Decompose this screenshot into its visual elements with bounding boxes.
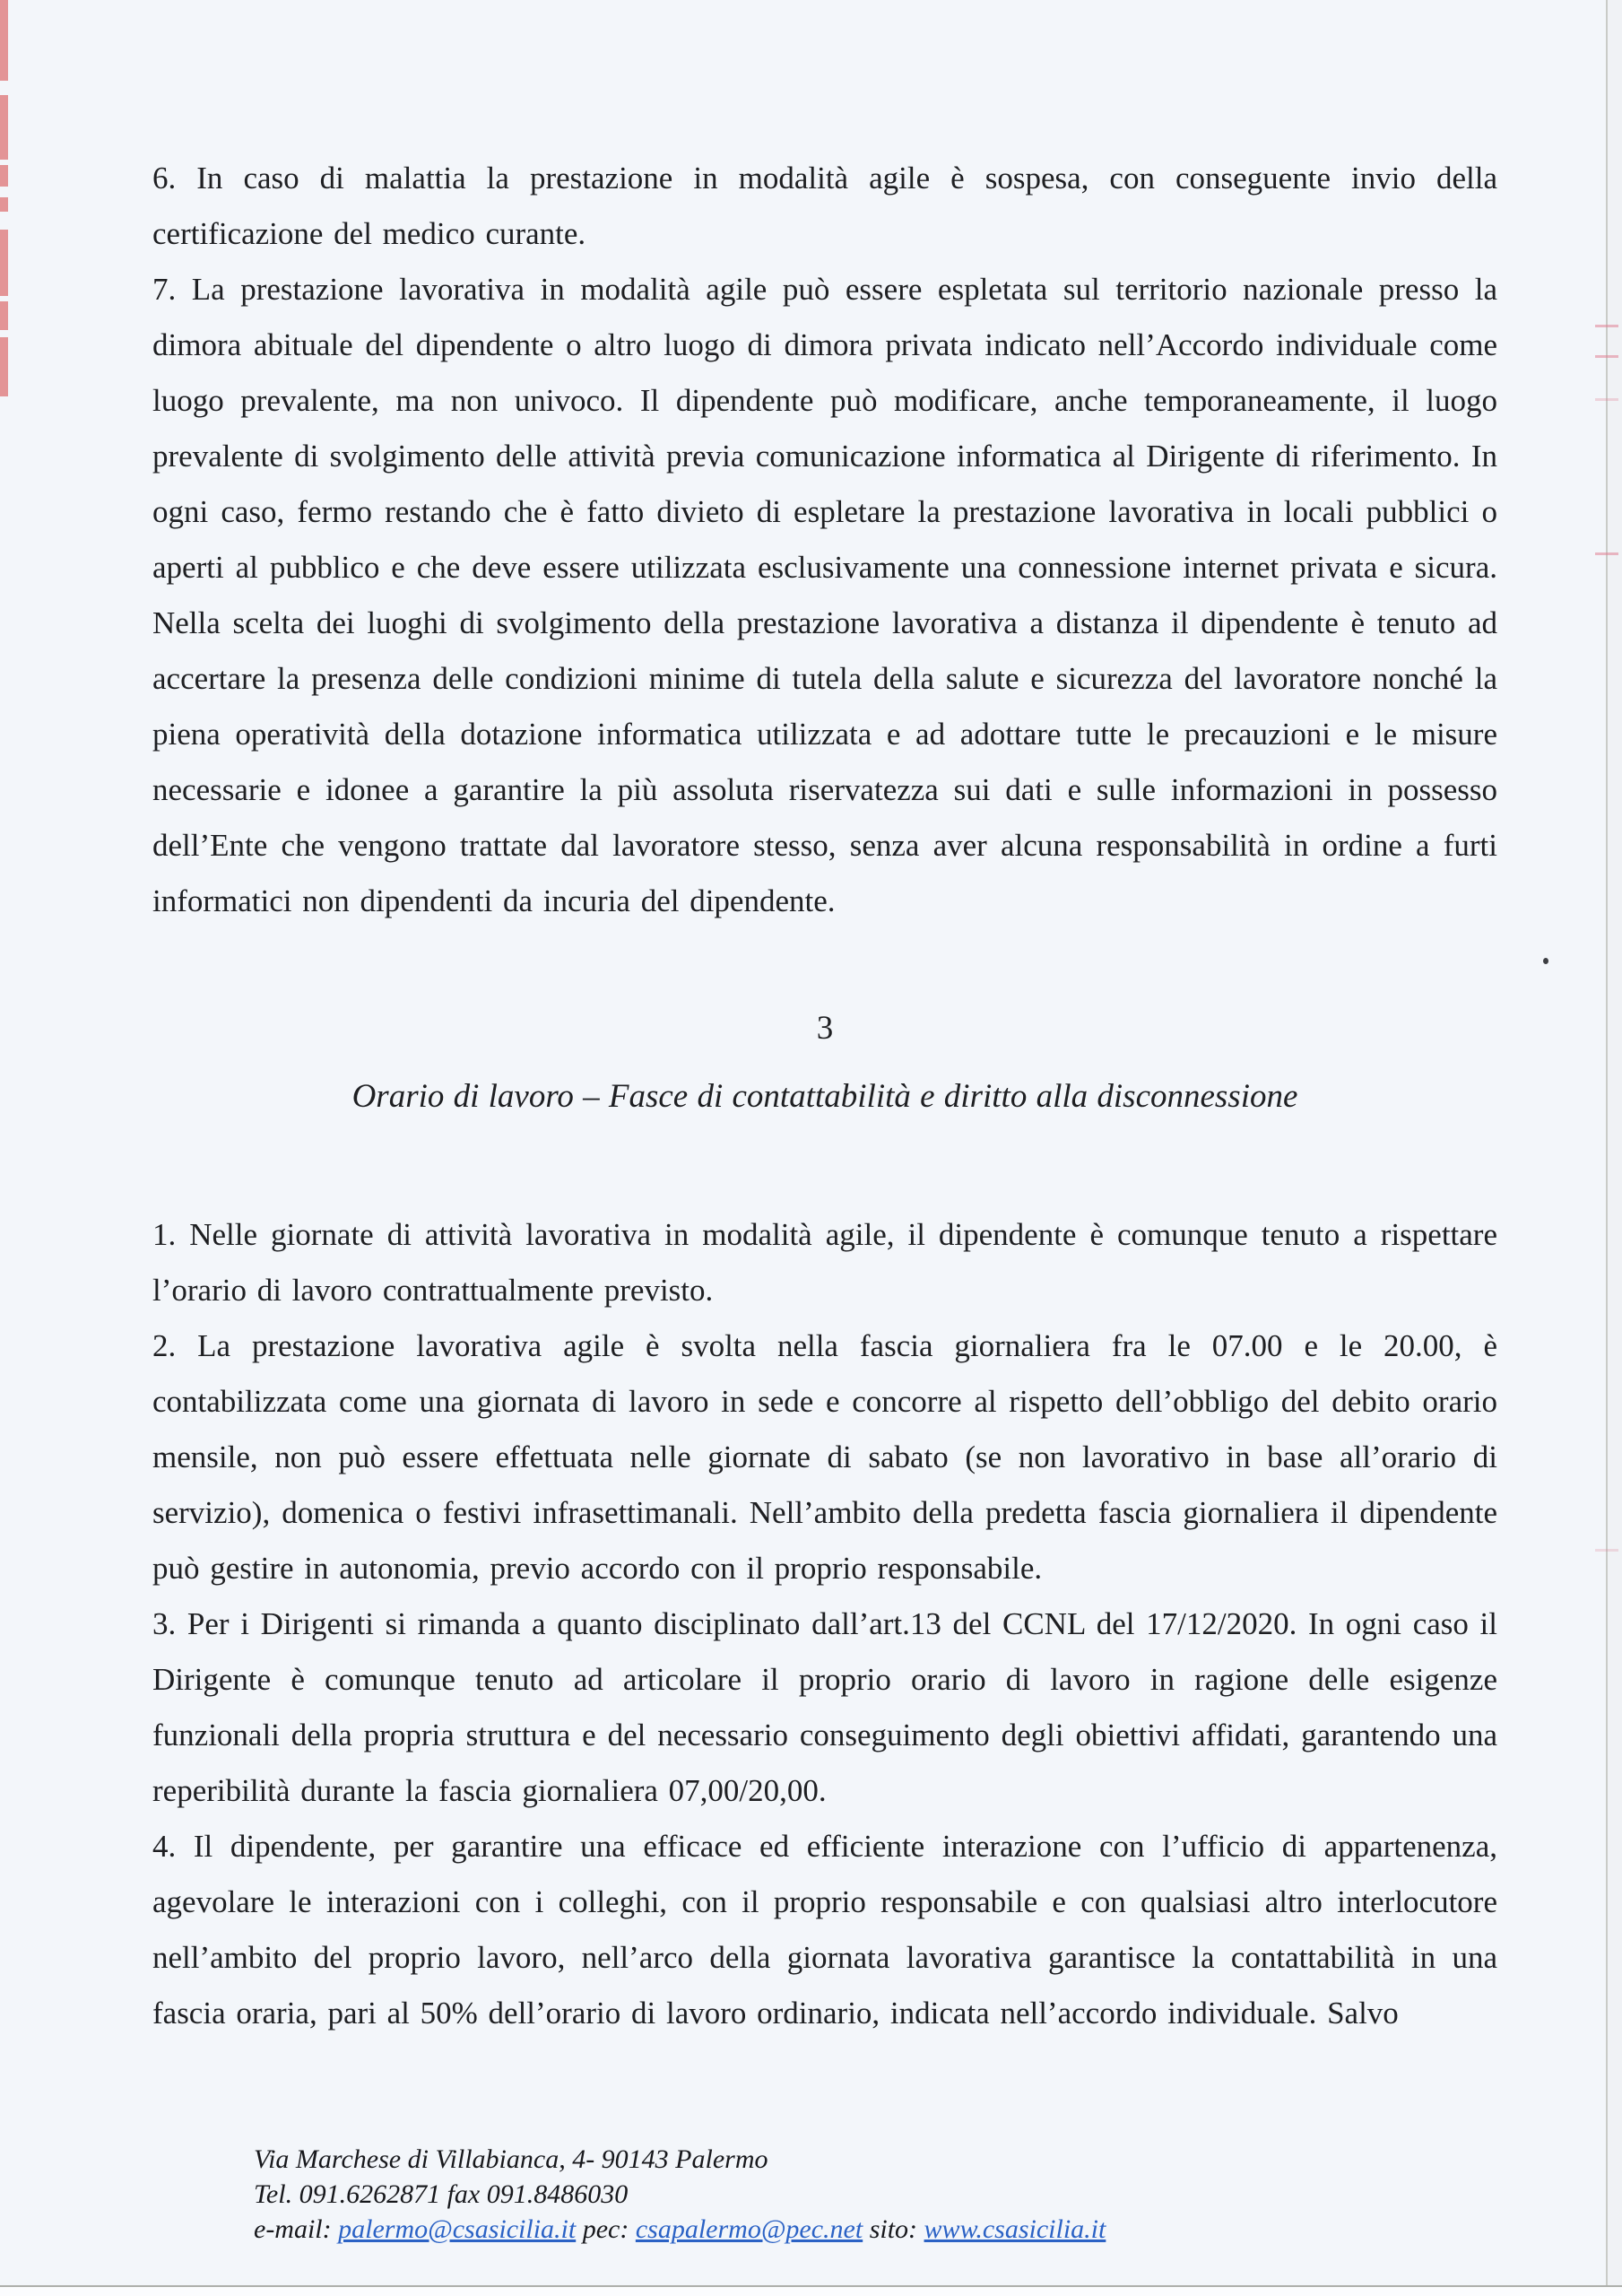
- clause-3: 3. Per i Dirigenti si rimanda a quanto disciplinato dall’art.13 del CCNL del 17/12/2020. In ogni caso il Dirigente è comunque tenuto ad articolare il proprio orario di lavoro in ragione delle esigenze funzionali della propria struttura e del necessario conseguimento degli obiettivi affidati, garantendo una reperibilità durante la fascia giornaliera 07,00/20,00.: [152, 1606, 1497, 1808]
- edge-tick-mark: [1595, 355, 1618, 358]
- page-right-edge-line: [1606, 0, 1608, 2285]
- page-footer: [254, 2142, 1106, 2247]
- footer-phone: Tel. 091.6262871 fax 091.8486030: [254, 2179, 629, 2209]
- document-body: [152, 151, 1497, 2041]
- red-scan-mark: [0, 165, 8, 187]
- clause-6: 6. In caso di malattia la prestazione in modalità agile è sospesa, con conseguente invio della certificazione del medico curante.: [152, 161, 1497, 251]
- footer-contacts: [254, 2212, 1106, 2247]
- clause-1: 1. Nelle giornate di attività lavorativa in modalità agile, il dipendente è comunque tenuto a rispettare l’orario di lavoro contrattualmente previsto.: [152, 1217, 1497, 1308]
- section-title: Orario di lavoro – Fasce di contattabilità e diritto alla disconnessione: [351, 1078, 1298, 1115]
- ink-speck: [1543, 958, 1548, 964]
- section-number: 3: [816, 1010, 834, 1047]
- pec-link[interactable]: csapalermo@pec.net: [635, 2214, 863, 2244]
- red-scan-mark: [0, 337, 8, 396]
- pec-label: pec:: [582, 2214, 629, 2244]
- site-label: sito:: [869, 2214, 918, 2244]
- edge-tick-mark: [1595, 325, 1618, 327]
- clause-7: 7. La prestazione lavorativa in modalità agile può essere espletata sul territorio nazionale presso la dimora abituale del dipendente o altro luogo di dimora privata indicato nell’Accordo individuale come luogo prevalente, ma non univoco. Il dipendente può modificare, anche temporaneamente, il luogo prevalente di svolgimento delle attività previa comunicazione informatica al Dirigente di riferimento. In ogni caso, fermo restando che è fatto divieto di espletare la prestazione lavorativa in locali pubblici o aperti al pubblico e che deve essere utilizzata esclusivamente una connessione internet privata e sicura. Nella scelta dei luoghi di svolgimento della prestazione lavorativa a distanza il dipendente è tenuto ad accertare la presenza delle condizioni minime di tutela della salute e sicurezza del lavoratore nonché la piena operatività della dotazione informatica utilizzata e ad adottare tutte le precauzioni e le misure necessarie e idonee a garantire la più assoluta riservatezza sui dati e sulle informazioni in possesso dell’Ente che vengono trattate dal lavoratore stesso, senza aver alcuna responsabilità in ordine a furti informatici non dipendenti da incuria del dipendente.: [152, 272, 1497, 918]
- red-scan-mark: [0, 197, 8, 212]
- edge-tick-mark: [1595, 398, 1618, 401]
- edge-tick-mark: [1595, 552, 1618, 555]
- red-scan-mark: [0, 301, 8, 330]
- clause-4: 4. Il dipendente, per garantire una efficace ed efficiente interazione con l’ufficio di appartenenza, agevolare le interazioni con i colleghi, con il proprio responsabile e con qualsiasi altro interlocutore nell’ambito del proprio lavoro, nell’arco della giornata lavorativa garantisce la contattabilità in una fascia oraria, pari al 50% dell’orario di lavoro ordinario, indicata nell’accordo individuale. Salvo: [152, 1829, 1497, 2031]
- red-scan-mark: [0, 95, 8, 160]
- footer-address: Via Marchese di Villabianca, 4- 90143 Palermo: [254, 2144, 768, 2174]
- edge-tick-mark: [1595, 1549, 1618, 1552]
- email-link[interactable]: palermo@csasicilia.it: [338, 2214, 577, 2244]
- email-label: e-mail:: [254, 2214, 332, 2244]
- page-right-margin-strip: [1607, 0, 1622, 2285]
- red-scan-mark: [0, 0, 8, 81]
- website-link[interactable]: www.csasicilia.it: [924, 2214, 1106, 2244]
- red-scan-mark: [0, 230, 8, 296]
- bottom-scan-edge: [0, 2285, 1622, 2296]
- clause-2: 2. La prestazione lavorativa agile è svolta nella fascia giornaliera fra le 07.00 e le 20.00, è contabilizzata come una giornata di lavoro in sede e concorre al rispetto dell’obbligo del debito orario mensile, non può essere effettuata nelle giornate di sabato (se non lavorativo in base all’orario di servizio), domenica o festivi infrasettimanali. Nell’ambito della predetta fascia giornaliera il dipendente può gestire in autonomia, previo accordo con il proprio responsabile.: [152, 1328, 1497, 1586]
